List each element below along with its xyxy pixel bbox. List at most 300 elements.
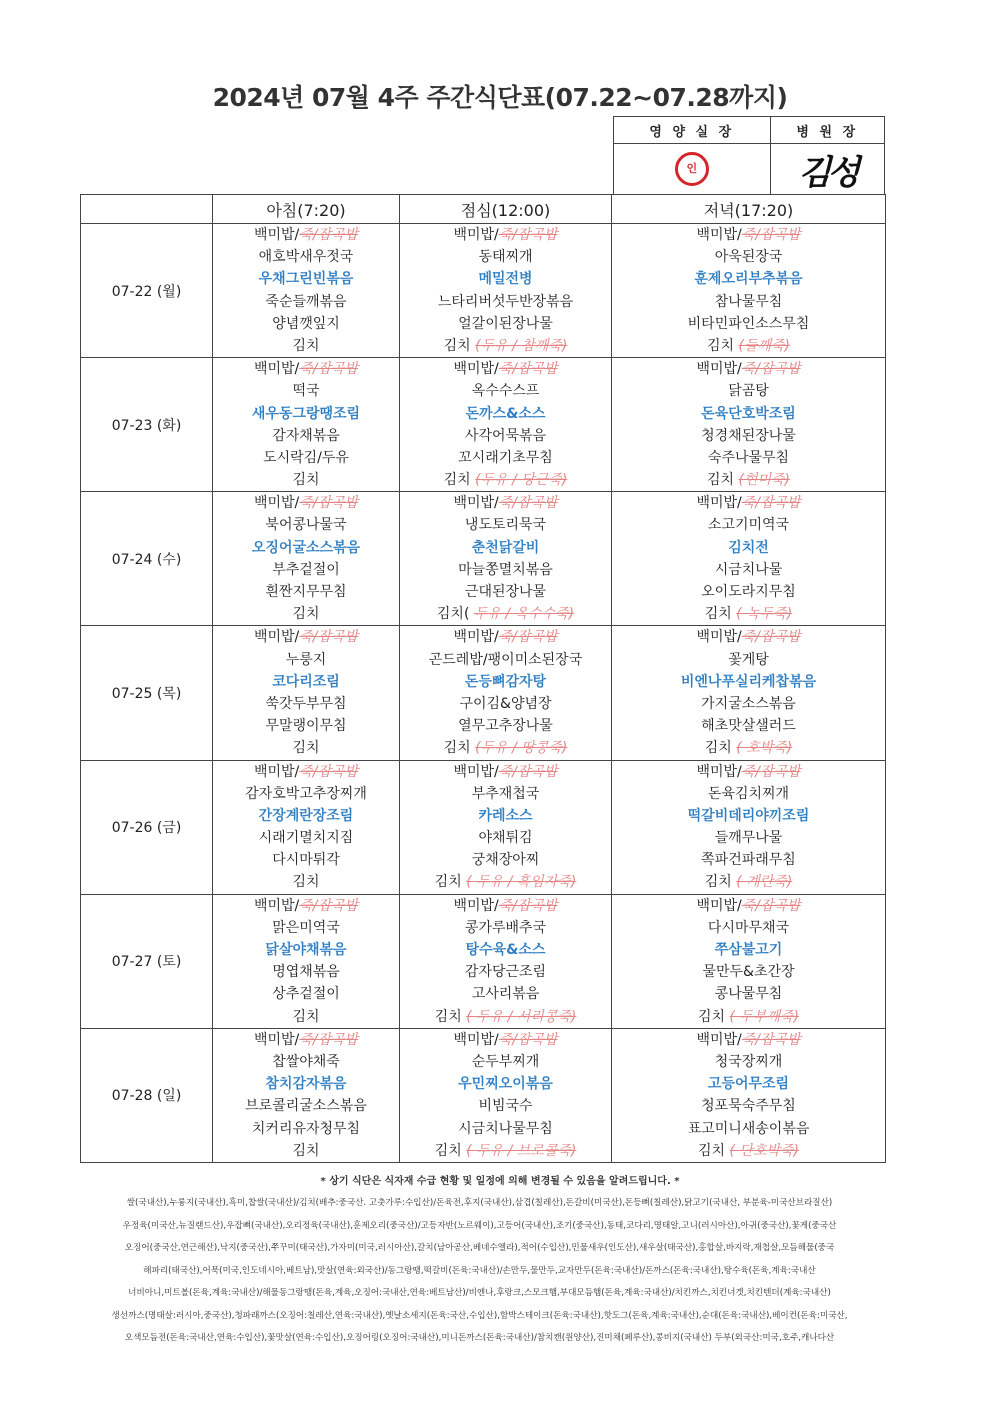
menu-item-text: 오이도라지무침 [701, 584, 796, 600]
menu-item [400, 514, 611, 536]
menu-item [213, 603, 399, 625]
menu-item [400, 559, 611, 581]
menu-item-text: 떡국 [292, 383, 320, 400]
menu-item-text: 돈육김치찌개 [707, 785, 790, 802]
menu-item-text: 청경채된장나물 [701, 427, 796, 444]
separator: / [737, 227, 742, 243]
day-row [81, 224, 886, 358]
menu-item [612, 961, 885, 983]
main-dish [612, 537, 885, 559]
menu-item [213, 961, 399, 983]
menu-item-text: 김치 [706, 472, 735, 489]
menu-item-text: 애호박새우젓국 [258, 249, 354, 266]
menu-item [400, 581, 611, 603]
menu-item [612, 514, 885, 536]
menu-item-text: 물만두&초간장 [702, 964, 795, 981]
menu-item-text: 사각어묵볶음 [464, 427, 547, 444]
menu-item [400, 313, 611, 335]
separator: / [737, 1031, 742, 1048]
alt-rice-text: 죽/잡곡밥 [498, 629, 558, 646]
origin-line: 오징어(중국산,연근해산),낙지(중국산),쭈꾸미(태국산),가자미(미국,러시아산),갈치(남아공산,베네수엘라),적어(수입산),민물새우(인도산),새우살(태국산),홍합살,바지락,재첩살,모듬해물(중국 [124, 1243, 835, 1253]
menu-item-text: 김치 [434, 1008, 462, 1025]
menu-item-text: 동태찌개 [478, 249, 533, 266]
alt-rice-text: 죽/잡곡밥 [741, 1031, 801, 1048]
menu-item [612, 425, 885, 447]
menu-item-text: 쑥갓두부무침 [265, 695, 347, 712]
menu-item-text: 가지굴소스볶음 [701, 695, 796, 712]
date-cell: 07-26 (금) [81, 760, 213, 894]
menu-item-text: 숙주나물무침 [707, 449, 790, 466]
menu-item-text: 비엔나푸실리케찹볶음 [680, 673, 817, 690]
menu-item-text: 오징어굴소스볶음 [251, 539, 361, 556]
page-title: 2024년 07월 4주 주간식단표(07.22~07.28까지) [212, 83, 788, 112]
origin-line: 해파리(태국산),어묵(미국,인도네시아,베트남),맛살(연육:외국산)/동그랑땡,떡갈비(돈육:국내산)/손만두,물만두,교자만두(돈육:국내산)/돈까스(돈육:국내산),탕수육(돈육,계육:국내산 [143, 1265, 816, 1276]
main-dish [213, 268, 399, 290]
menu-item-text: 쪽파건파래무침 [701, 852, 796, 869]
rice-text: 백미밥 [696, 763, 738, 780]
separator: / [294, 361, 300, 378]
menu-item-text: 김치 [292, 874, 320, 891]
menu-item-text: 청포묵숙주무침 [701, 1098, 796, 1115]
dinner-cell [612, 894, 886, 1028]
origin-line: 너비아니,미트볼(돈육,계육:국내산)/해물동그랑땡(돈육,계육,오징어:국내산,연육:베트남산)/비엔나,후랑크,스모크햄,부대모듬햄(돈육,계육:국내산)/치킨까스,치킨너겟,치킨텐더(계육:국내산) [128, 1288, 831, 1298]
menu-item-text: 브로콜리굴소스볶음 [245, 1098, 367, 1115]
separator: / [494, 361, 499, 378]
menu-item [612, 983, 885, 1005]
main-dish [400, 1073, 611, 1095]
origin-info [72, 1192, 887, 1350]
menu-item [612, 1095, 885, 1117]
menu-item-text: 김치 [434, 1142, 462, 1159]
menu-item-text: 고사리볶음 [471, 986, 540, 1003]
menu-item-text: 김치 [443, 740, 471, 757]
notice-text: * 상기 식단은 식자재 수급 현황 및 일정에 의해 변경될 수 있음을 알려드립니다. * [320, 1176, 680, 1187]
menu-item [400, 649, 611, 671]
menu-item [213, 559, 399, 581]
menu-item-text: 청국장찌개 [714, 1053, 783, 1070]
porridge-option: ( 계란죽) [736, 874, 793, 891]
menu-item [213, 693, 399, 715]
rice-line [213, 1029, 399, 1051]
rice-line [612, 358, 885, 380]
rice-text: 백미밥 [253, 763, 295, 780]
menu-item-text: 김치( [436, 606, 470, 623]
menu-item [213, 380, 399, 402]
breakfast-cell [213, 358, 400, 492]
menu-item-text: 메밀전병 [478, 271, 533, 288]
main-dish [612, 939, 885, 961]
rice-text: 백미밥 [253, 361, 295, 378]
separator: / [737, 495, 742, 512]
porridge-option: (들깨죽) [738, 337, 790, 354]
menu-item-text: 치커리유자청무침 [251, 1120, 361, 1137]
dinner-cell [612, 492, 886, 626]
porridge-option: (현미죽) [738, 472, 790, 489]
alt-rice-text: 죽/잡곡밥 [498, 227, 558, 243]
rice-line [612, 492, 885, 514]
menu-item [213, 1051, 399, 1073]
menu-item [400, 447, 611, 469]
origin-line: 생선까스(명태살:러시아,중국산),청파래까스(오징어:칠레산,연육:국내산),옛날소세지(돈육:국산,수입산),함박스테이크(돈육:국내산),핫도그(돈육,계육:국내산),순대(돈육:국내산),베이컨(돈육:미국산, [111, 1310, 848, 1321]
menu-item-text: 아욱된장국 [714, 249, 783, 266]
menu-item [400, 1140, 611, 1162]
rice-line [213, 761, 399, 783]
menu-item-text: 콩나물무침 [714, 986, 783, 1003]
menu-item [213, 469, 399, 491]
date-cell: 07-28 (일) [81, 1028, 213, 1162]
menu-item-text: 김치 [443, 337, 471, 354]
seal-icon: 인 [675, 152, 709, 186]
menu-item-text: 궁채장아찌 [471, 852, 540, 869]
day-row [81, 626, 886, 760]
menu-item-text: 명엽채볶음 [272, 964, 340, 981]
main-dish [612, 805, 885, 827]
menu-item-text: 김치 [698, 1142, 726, 1159]
menu-item-text: 해초맛살샐러드 [701, 718, 796, 735]
porridge-option: ( 두부깨죽) [729, 1008, 799, 1025]
menu-item [612, 871, 885, 893]
menu-item-text: 김치 [704, 606, 732, 623]
menu-item-text: 구이김&양념장 [459, 695, 552, 712]
menu-item-text: 비빔국수 [478, 1098, 533, 1115]
date-cell: 07-25 (목) [81, 626, 213, 760]
alt-rice-text: 죽/잡곡밥 [741, 495, 801, 512]
rice-line [612, 626, 885, 648]
menu-item-text: 돈육단호박조림 [701, 405, 796, 422]
separator: / [494, 629, 499, 646]
menu-item [612, 246, 885, 268]
signature: 김성 [798, 152, 857, 193]
menu-item-text: 시금치나물무침 [458, 1120, 553, 1137]
lunch-cell [400, 358, 612, 492]
porridge-option: 두유 / 옥수수죽) [473, 606, 575, 623]
menu-item-text: 우채그린빈볶음 [258, 271, 354, 288]
menu-item-text: 근대된장나물 [464, 584, 547, 600]
menu-item-text: 다시마무채국 [707, 919, 790, 936]
menu-item [400, 737, 611, 759]
separator: / [494, 1031, 499, 1048]
menu-item-text: 냉도토리묵국 [464, 517, 547, 534]
porridge-option: ( 호박죽) [736, 740, 793, 757]
rice-text: 백미밥 [453, 1031, 495, 1048]
menu-item [612, 559, 885, 581]
menu-item-text: 다시마튀각 [272, 852, 340, 869]
menu-item [400, 425, 611, 447]
porridge-option: ( 두유 / 브로콜죽) [466, 1142, 577, 1159]
menu-item [612, 313, 885, 335]
menu-item [612, 649, 885, 671]
alt-rice-text: 죽/잡곡밥 [299, 227, 359, 243]
separator: / [294, 897, 300, 914]
date-cell: 07-22 (월) [81, 224, 213, 358]
rice-text: 백미밥 [696, 629, 738, 646]
rice-text: 백미밥 [253, 897, 295, 914]
rice-line [612, 224, 885, 246]
dinner-cell [612, 760, 886, 894]
menu-item-text: 김치 [292, 606, 320, 623]
menu-item [612, 1051, 885, 1073]
menu-item [213, 335, 399, 357]
menu-item [612, 827, 885, 849]
menu-item-text: 마늘쫑멸치볶음 [458, 561, 553, 578]
menu-item [612, 1006, 885, 1028]
menu-item [612, 693, 885, 715]
menu-item [612, 380, 885, 402]
menu-item-text: 닭살야채볶음 [265, 942, 347, 958]
menu-item-text: 부추겉절이 [272, 561, 340, 578]
rice-text: 백미밥 [696, 495, 738, 512]
menu-item [400, 380, 611, 402]
menu-item [400, 1006, 611, 1028]
menu-item-text: 누룽지 [285, 651, 327, 668]
porridge-option: (두유 / 당근죽) [475, 472, 568, 489]
menu-item-text: 김치 [704, 874, 732, 891]
corner-cell [81, 195, 213, 224]
menu-item [400, 469, 611, 491]
alt-rice-text: 죽/잡곡밥 [299, 495, 359, 512]
rice-line [400, 492, 611, 514]
rice-line [612, 895, 885, 917]
breakfast-cell [213, 894, 400, 1028]
menu-item-text: 감자당근조림 [464, 964, 547, 981]
menu-item-text: 상추겉절이 [272, 986, 340, 1003]
rice-line [400, 224, 611, 246]
dinner-cell [612, 358, 886, 492]
menu-item-text: 김치 [706, 337, 735, 354]
main-dish [400, 537, 611, 559]
menu-item [213, 313, 399, 335]
menu-item-text: 김치 [698, 1008, 726, 1025]
menu-item [612, 581, 885, 603]
menu-item-text: 참치감자볶음 [265, 1076, 347, 1093]
rice-text: 백미밥 [453, 763, 495, 780]
menu-item-text: 시금치나물 [714, 561, 783, 578]
rice-text: 백미밥 [453, 897, 495, 914]
menu-item-text: 감자호박고추장찌개 [245, 785, 367, 802]
menu-item [213, 849, 399, 871]
menu-item [400, 849, 611, 871]
rice-line [213, 492, 399, 514]
menu-item-text: 닭곰탕 [728, 383, 769, 400]
menu-item-text: 김치 [434, 874, 462, 891]
menu-item [400, 871, 611, 893]
lunch-cell [400, 224, 612, 358]
menu-item-text: 무말랭이무침 [265, 718, 347, 735]
rice-text: 백미밥 [253, 629, 295, 646]
menu-item-text: 춘천닭갈비 [471, 539, 540, 556]
alt-rice-text: 죽/잡곡밥 [741, 629, 801, 646]
breakfast-cell [213, 760, 400, 894]
menu-item [612, 783, 885, 805]
menu-item [213, 581, 399, 603]
menu-item-text: 코다리조림 [272, 673, 340, 690]
alt-rice-text: 죽/잡곡밥 [498, 361, 558, 378]
dinner-cell [612, 224, 886, 358]
rice-line [400, 626, 611, 648]
menu-item-text: 양념깻잎지 [272, 315, 340, 332]
header-row [81, 195, 886, 224]
menu-item-text: 야채튀김 [478, 830, 533, 847]
menu-item-text: 흰짠지무무침 [265, 584, 347, 600]
alt-rice-text: 죽/잡곡밥 [299, 1031, 359, 1048]
rice-line [213, 895, 399, 917]
menu-item [213, 291, 399, 313]
menu-item-text: 김치 [292, 472, 320, 489]
menu-item [612, 447, 885, 469]
alt-rice-text: 죽/잡곡밥 [299, 763, 359, 780]
rice-text: 백미밥 [696, 1031, 738, 1048]
menu-item-text: 돈등뼈감자탕 [464, 673, 547, 690]
menu-item [612, 917, 885, 939]
dinner-cell [612, 1028, 886, 1162]
menu-item [213, 1140, 399, 1162]
alt-rice-text: 죽/잡곡밥 [741, 897, 801, 914]
menu-item [612, 715, 885, 737]
rice-line [400, 358, 611, 380]
alt-rice-text: 죽/잡곡밥 [498, 495, 558, 512]
menu-item-text: 꼬시래기초무침 [458, 449, 553, 466]
menu-item [612, 1140, 885, 1162]
dietitian-label: 영 양 실 장 [614, 117, 771, 144]
main-dish [400, 939, 611, 961]
menu-item [400, 1118, 611, 1140]
day-row [81, 894, 886, 1028]
menu-item [400, 983, 611, 1005]
menu-item-text: 죽순들깨볶음 [265, 293, 347, 310]
main-dish [213, 805, 399, 827]
menu-item-text: 김치 [292, 337, 320, 354]
menu-item [213, 715, 399, 737]
separator: / [737, 361, 742, 378]
main-dish [400, 268, 611, 290]
dinner-cell [612, 626, 886, 760]
separator: / [737, 763, 742, 780]
lunch-cell [400, 760, 612, 894]
separator: / [737, 629, 742, 646]
menu-item [213, 649, 399, 671]
main-dish [400, 403, 611, 425]
menu-item [400, 827, 611, 849]
rice-line [213, 358, 399, 380]
menu-item-text: 김치전 [728, 539, 769, 556]
menu-item-text: 순두부찌개 [471, 1053, 540, 1070]
alt-rice-text: 죽/잡곡밥 [299, 361, 359, 378]
menu-item [400, 335, 611, 357]
menu-item-text: 느타리버섯두반장볶음 [437, 293, 574, 310]
porridge-option: (두유 / 참깨죽) [475, 337, 568, 354]
menu-item [400, 783, 611, 805]
lunch-cell [400, 626, 612, 760]
menu-item-text: 우민찌오이볶음 [458, 1076, 553, 1093]
menu-item [213, 1118, 399, 1140]
menu-item-text: 새우동그랑땡조림 [251, 405, 361, 422]
porridge-option: ( 두유 / 서리콩죽) [466, 1008, 577, 1025]
menu-item [400, 917, 611, 939]
menu-table [80, 194, 886, 1163]
menu-item [400, 246, 611, 268]
dietitian-seal-cell [614, 144, 771, 195]
menu-item [213, 514, 399, 536]
menu-item-text: 도시락김/두유 [263, 449, 349, 466]
alt-rice-text: 죽/잡곡밥 [741, 361, 801, 378]
menu-item [400, 693, 611, 715]
main-dish [213, 537, 399, 559]
menu-item-text: 고등어무조림 [707, 1076, 790, 1093]
main-dish [612, 403, 885, 425]
header-dinner: 저녁(17:20) [612, 195, 886, 224]
menu-item-text: 김치 [704, 740, 732, 757]
date-cell: 07-23 (화) [81, 358, 213, 492]
rice-line [400, 895, 611, 917]
menu-item-text: 맑은미역국 [272, 919, 340, 936]
main-dish [612, 671, 885, 693]
header-lunch: 점심(12:00) [400, 195, 612, 224]
alt-rice-text: 죽/잡곡밥 [498, 1031, 558, 1048]
menu-item [213, 1095, 399, 1117]
main-dish [612, 1073, 885, 1095]
day-row [81, 358, 886, 492]
menu-item [612, 603, 885, 625]
menu-item [213, 1006, 399, 1028]
menu-item [213, 737, 399, 759]
menu-item-text: 탕수육&소스 [465, 942, 546, 958]
rice-text: 백미밥 [253, 1031, 295, 1048]
menu-item [400, 961, 611, 983]
menu-item [400, 603, 611, 625]
separator: / [494, 227, 499, 243]
alt-rice-text: 죽/잡곡밥 [741, 227, 801, 243]
day-row [81, 492, 886, 626]
rice-line [400, 1029, 611, 1051]
menu-item [213, 827, 399, 849]
menu-item-text: 김치 [443, 472, 471, 489]
rice-text: 백미밥 [696, 361, 738, 378]
menu-item-text: 참나물무침 [714, 293, 783, 310]
main-dish [400, 805, 611, 827]
menu-item-text: 북어콩나물국 [265, 517, 347, 534]
menu-item-text: 들깨무나물 [714, 830, 783, 847]
menu-item-text: 쭈삼불고기 [714, 942, 783, 958]
alt-rice-text: 죽/잡곡밥 [299, 897, 359, 914]
rice-text: 백미밥 [696, 897, 738, 914]
menu-item-text: 옥수수스프 [471, 383, 540, 400]
menu-item [612, 849, 885, 871]
rice-text: 백미밥 [453, 361, 495, 378]
separator: / [294, 227, 300, 243]
director-label: 병 원 장 [770, 117, 884, 144]
menu-item [213, 246, 399, 268]
rice-text: 백미밥 [453, 495, 495, 512]
main-dish [213, 671, 399, 693]
menu-item [400, 291, 611, 313]
menu-item-text: 시래기멸치지짐 [258, 830, 354, 847]
day-row [81, 1028, 886, 1162]
alt-rice-text: 죽/잡곡밥 [498, 897, 558, 914]
menu-item [213, 917, 399, 939]
menu-item [400, 715, 611, 737]
menu-item [213, 425, 399, 447]
rice-text: 백미밥 [696, 227, 738, 243]
rice-line [612, 761, 885, 783]
menu-item-text: 곤드레밥/팽이미소된장국 [428, 651, 583, 668]
menu-item [213, 447, 399, 469]
menu-item-text: 김치 [292, 740, 320, 757]
director-signature-cell [770, 144, 884, 195]
separator: / [494, 897, 499, 914]
alt-rice-text: 죽/잡곡밥 [498, 763, 558, 780]
menu-item-text: 감자채볶음 [272, 427, 340, 444]
approval-box [613, 116, 885, 195]
